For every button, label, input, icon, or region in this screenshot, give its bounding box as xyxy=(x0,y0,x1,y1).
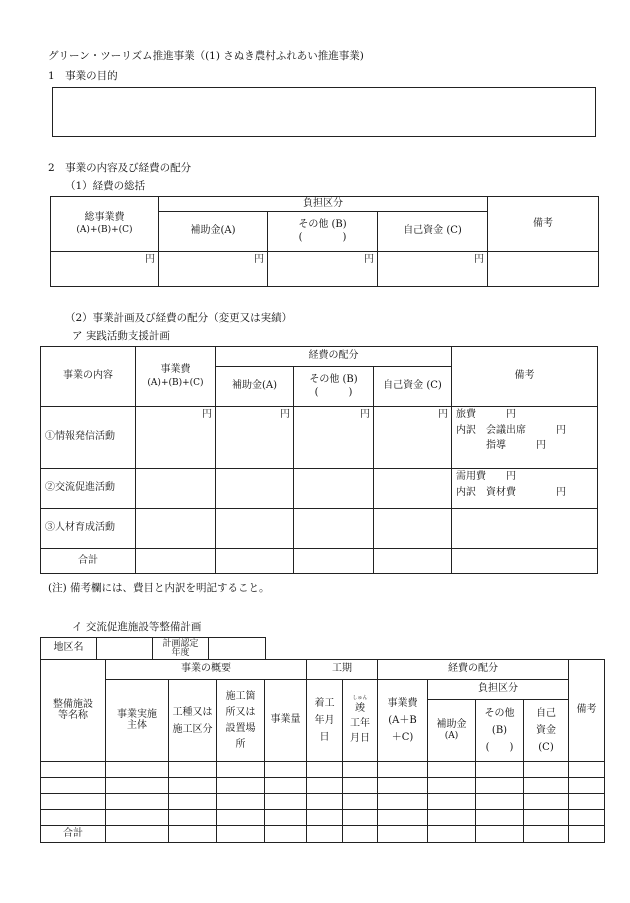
district-input[interactable] xyxy=(97,638,153,660)
approval-year-input[interactable] xyxy=(209,638,266,660)
table-row xyxy=(41,794,605,810)
remarks-cell[interactable] xyxy=(488,252,599,287)
subsidy-cell[interactable]: 円 xyxy=(159,252,268,287)
section-1-heading: 1 事業の目的 xyxy=(48,70,118,82)
subsidy-header: 補助金 (A) xyxy=(428,700,476,762)
cost-header: 事業費 (A＋B ＋C) xyxy=(378,680,428,762)
row-info-activity: ①情報発信活動 xyxy=(41,407,136,469)
note-text: (注) 備考欄には、費目と内訳を明記すること。 xyxy=(48,582,270,594)
other-header: その他 (B) ( ) xyxy=(294,367,374,407)
other-header: その他 (B) ( ) xyxy=(476,700,524,762)
allocation-header: 経費の配分 xyxy=(216,347,452,367)
total-cost-header: 総事業費 (A)+(B)+(C) xyxy=(51,197,159,252)
overview-header: 事業の概要 xyxy=(106,660,307,680)
district-label: 地区名 xyxy=(41,638,97,660)
other-cell[interactable]: 円 xyxy=(294,407,374,469)
remarks-header: 備考 xyxy=(569,660,605,762)
section-2-1-heading: （1）経費の総括 xyxy=(65,180,146,192)
other-cell[interactable]: 円 xyxy=(268,252,378,287)
approval-year-label: 計画認定 年度 xyxy=(153,638,209,660)
burden-header: 負担区分 xyxy=(428,680,569,700)
table-row xyxy=(41,762,605,778)
end-date-header: しゅん 竣 工年 月日 xyxy=(343,680,378,762)
other-header: その他 (B) ( ) xyxy=(268,212,378,252)
activity-plan-table xyxy=(40,346,598,574)
section-2-2-heading: （2）事業計画及び経費の配分（変更又は実績） xyxy=(65,312,293,324)
subsidy-header: 補助金(A) xyxy=(216,367,294,407)
allocation-header: 経費の配分 xyxy=(378,660,569,680)
remarks-header: 備考 xyxy=(452,347,598,407)
own-funds-cell[interactable]: 円 xyxy=(378,252,488,287)
cost-header: 事業費 (A)+(B)+(C) xyxy=(136,347,216,407)
row-exchange-activity: ②交流促進活動 xyxy=(41,469,136,509)
total-cost-cell[interactable]: 円 xyxy=(51,252,159,287)
start-date-header: 着工 年月 日 xyxy=(307,680,343,762)
own-funds-header: 自己 資金 (C) xyxy=(524,700,569,762)
remarks-cell[interactable]: 需用費 円 内訳 資材費 円 xyxy=(452,469,598,509)
table-row xyxy=(41,778,605,794)
row-training-activity: ③人材育成活動 xyxy=(41,509,136,549)
section-a-heading: ア 実践活動支援計画 xyxy=(72,330,170,342)
section-2-heading: 2 事業の内容及び経費の配分 xyxy=(48,162,192,174)
period-header: 工期 xyxy=(307,660,378,680)
location-header: 施工箇 所又は 設置場 所 xyxy=(217,680,265,762)
document-title: グリーン・ツーリズム推進事業（(1) さぬき農村ふれあい推進事業) xyxy=(48,50,364,62)
burden-header: 負担区分 xyxy=(159,197,488,212)
section-i-heading: イ 交流促進施設等整備計画 xyxy=(72,621,202,633)
cost-cell[interactable]: 円 xyxy=(136,407,216,469)
own-funds-cell[interactable]: 円 xyxy=(374,407,452,469)
subsidy-cell[interactable]: 円 xyxy=(216,407,294,469)
table-row xyxy=(41,810,605,826)
remarks-header: 備考 xyxy=(488,197,599,252)
cost-summary-table xyxy=(50,196,599,287)
total-row-label: 合計 xyxy=(41,549,136,574)
facility-plan-table xyxy=(40,659,605,843)
quantity-header: 事業量 xyxy=(265,680,307,762)
facility-name-header: 整備施設 等名称 xyxy=(41,660,106,762)
content-header: 事業の内容 xyxy=(41,347,136,407)
purpose-box[interactable] xyxy=(52,87,596,137)
work-type-header: 工種又は 施工区分 xyxy=(169,680,217,762)
subsidy-header: 補助金(A) xyxy=(159,212,268,252)
own-funds-header: 自己資金 (C) xyxy=(374,367,452,407)
entity-header: 事業実施 主体 xyxy=(106,680,169,762)
total-row-label: 合計 xyxy=(41,826,106,843)
remarks-cell[interactable]: 旅費 円 内訳 会議出席 円 指導 円 xyxy=(452,407,598,469)
district-table xyxy=(40,637,266,660)
own-funds-header: 自己資金 (C) xyxy=(378,212,488,252)
